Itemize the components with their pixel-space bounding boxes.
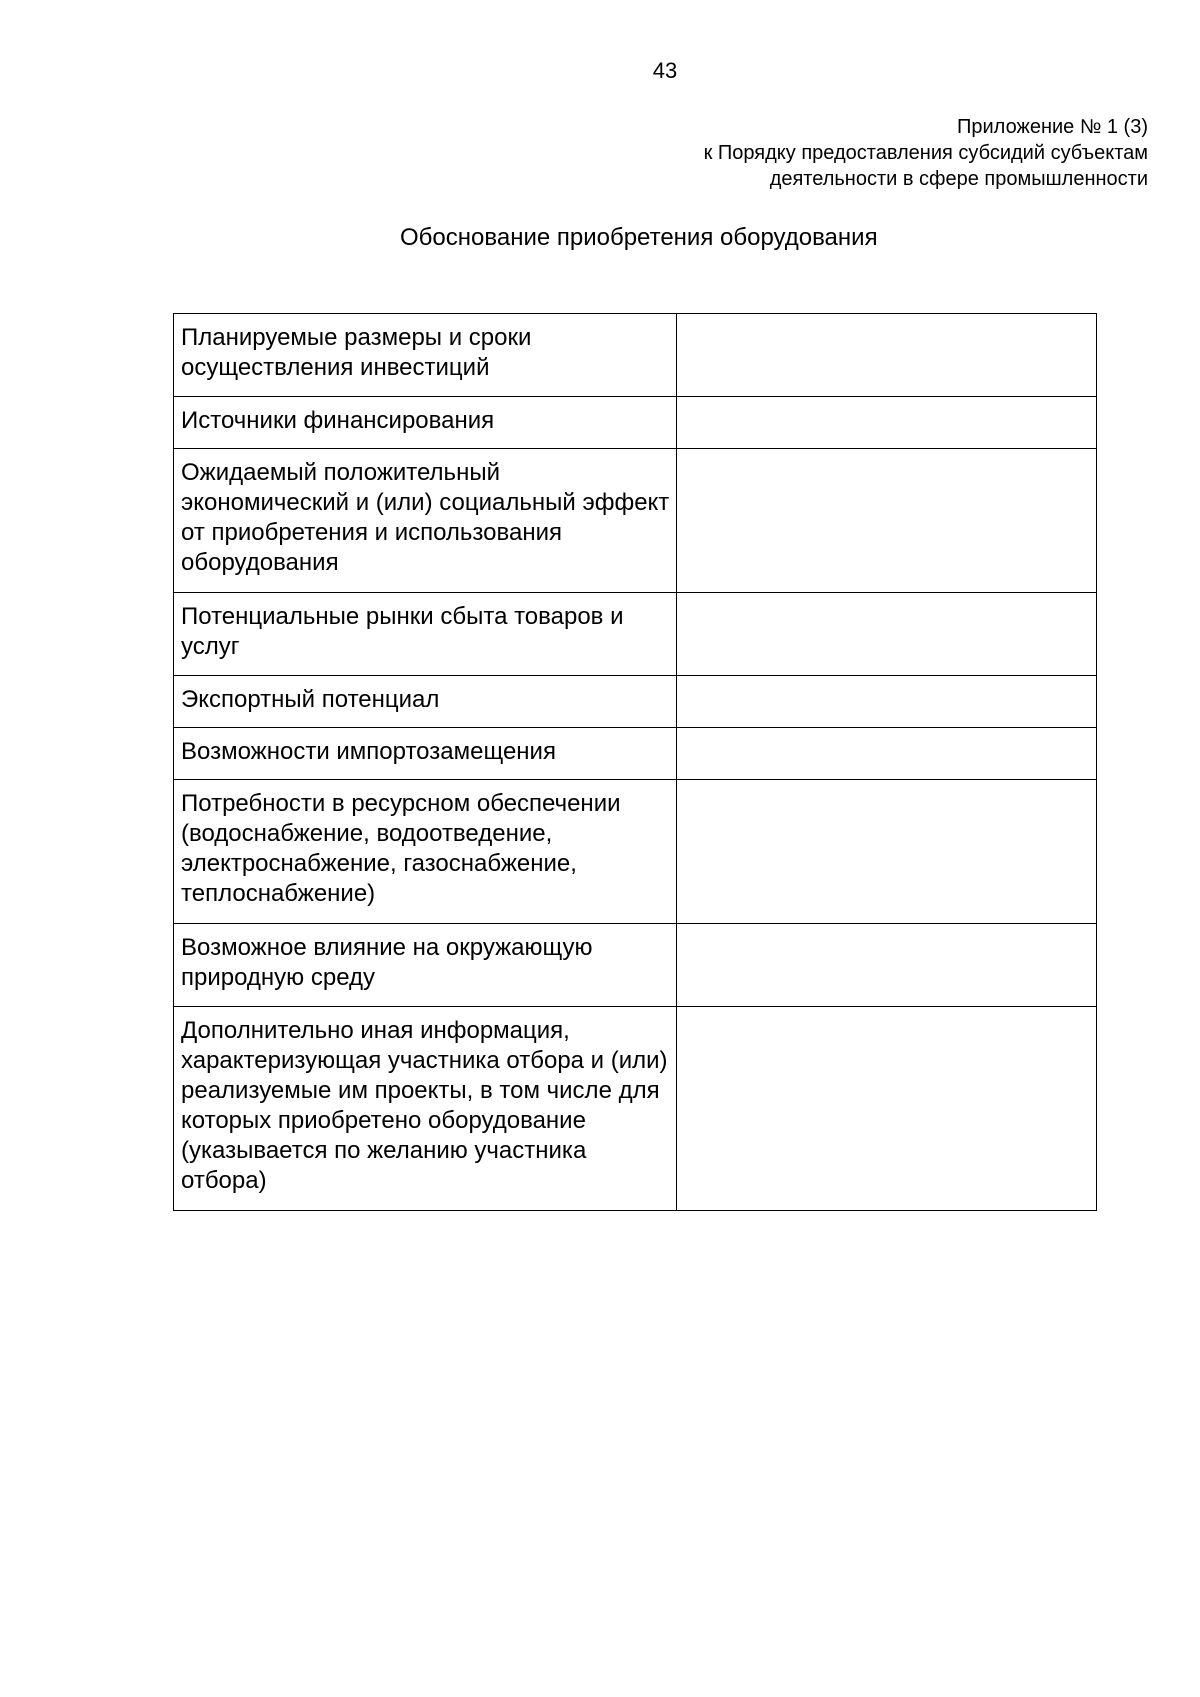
row-value-cell[interactable] [676, 676, 1096, 728]
appendix-line-3: деятельности в сфере промышленности [769, 168, 1148, 190]
row-label-cell: Ожидаемый положительный экономический и (или) социальный эффект от приобретения и использования оборудования [174, 449, 677, 593]
row-value-cell[interactable] [676, 924, 1096, 1007]
row-label-cell: Возможное влияние на окружающую природную среду [174, 924, 677, 1007]
table-row [174, 728, 1097, 780]
table-row [174, 449, 1097, 593]
row-value-cell[interactable] [676, 449, 1096, 593]
table-row [174, 593, 1097, 676]
appendix-line-2: к Порядку предоставления субсидий субъектам [703, 142, 1148, 164]
row-value-cell[interactable] [676, 397, 1096, 449]
appendix-line-1: Приложение № 1 (3) [957, 116, 1148, 138]
row-label-cell: Экспортный потенциал [174, 676, 677, 728]
table-row [174, 1007, 1097, 1211]
row-label-cell: Потенциальные рынки сбыта товаров и услуг [174, 593, 677, 676]
row-label-cell: Возможности импортозамещения [174, 728, 677, 780]
row-value-cell[interactable] [676, 314, 1096, 397]
table-row [174, 924, 1097, 1007]
row-value-cell[interactable] [676, 780, 1096, 924]
row-value-cell[interactable] [676, 593, 1096, 676]
justification-table [173, 313, 1097, 1211]
table-row [174, 314, 1097, 397]
row-value-cell[interactable] [676, 1007, 1096, 1211]
document-title: Обоснование приобретения оборудования [400, 224, 878, 251]
table-row [174, 780, 1097, 924]
row-label-cell: Источники финансирования [174, 397, 677, 449]
row-value-cell[interactable] [676, 728, 1096, 780]
table-row [174, 397, 1097, 449]
appendix-header [704, 114, 1148, 192]
table-row [174, 676, 1097, 728]
page-number: 43 [652, 58, 678, 83]
row-label-cell: Потребности в ресурсном обеспечении (водоснабжение, водоотведение, электроснабжение, газоснабжение, теплоснабжение) [174, 780, 677, 924]
row-label-cell: Дополнительно иная информация, характеризующая участника отбора и (или) реализуемые им проекты, в том числе для которых приобретено оборудование (указывается по желанию участника отбора) [174, 1007, 677, 1211]
row-label-cell: Планируемые размеры и сроки осуществления инвестиций [174, 314, 677, 397]
